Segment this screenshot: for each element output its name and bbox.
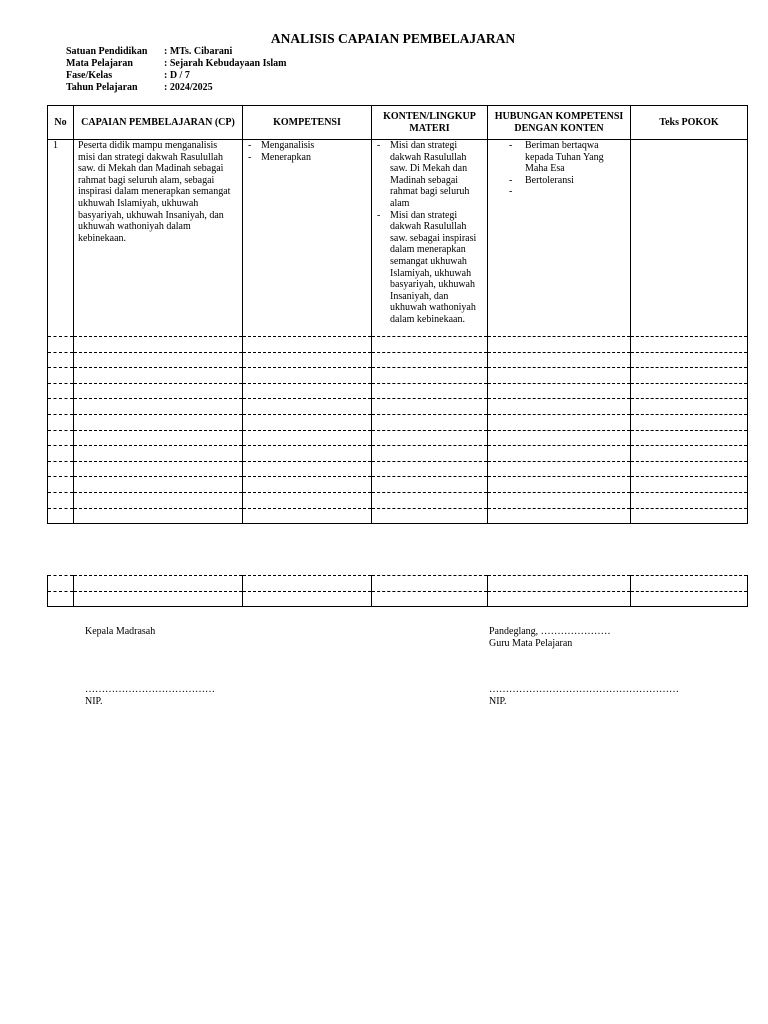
table-row	[48, 399, 748, 415]
info-row-satuan	[66, 46, 287, 58]
table-row	[48, 430, 748, 446]
kompetensi-item: - Menerapkan	[243, 152, 371, 164]
info-label: Fase/Kelas	[66, 70, 113, 81]
place-date: Pandeglang, …………………	[489, 626, 611, 637]
document-info	[66, 46, 287, 94]
info-value: : Sejarah Kebudayaan Islam	[164, 58, 287, 69]
continuation-table	[47, 575, 748, 607]
table-row	[48, 140, 748, 337]
table-row	[48, 368, 748, 384]
table-row	[48, 337, 748, 353]
teks-pokok-cell	[631, 140, 748, 337]
header-teks-pokok: Teks POKOK	[631, 106, 748, 140]
row-number: 1	[48, 140, 74, 337]
table-header-row	[48, 106, 748, 140]
info-row-fase	[66, 70, 287, 82]
kompetensi-item: - Menganalisis	[243, 140, 371, 152]
header-cp: CAPAIAN PEMBELAJARAN (CP)	[74, 106, 243, 140]
info-value: : 2024/2025	[164, 82, 213, 93]
info-label: Mata Pelajaran	[66, 58, 133, 69]
analysis-table	[47, 105, 748, 524]
signature-left	[85, 626, 215, 708]
table-row	[48, 383, 748, 399]
table-row	[48, 576, 748, 592]
table-row	[48, 591, 748, 607]
hubungan-item: - Bertoleransi	[488, 175, 630, 187]
header-no: No	[48, 106, 74, 140]
info-row-mapel	[66, 58, 287, 70]
document-title: ANALISIS CAPAIAN PEMBELAJARAN	[270, 31, 516, 46]
konten-cell	[372, 140, 488, 337]
table-row	[48, 461, 748, 477]
table-row	[48, 352, 748, 368]
principal-signature-line: …………………………………	[85, 684, 215, 695]
cp-text: Peserta didik mampu menganalisis misi dan strategi dakwah Rasulullah saw. di Mekah dan Madinah sebagai rahmat bagi seluruh alam, sebagai inspirasi dalam menerapkan semangat ukhuwah Islamiyah, ukhuwah basyariyah, ukhuwah Insaniyah, dan ukhuwah wathoniyah dalam kebinekaan.	[78, 140, 231, 244]
teacher-title: Guru Mata Pelajaran	[489, 638, 573, 649]
cp-cell	[74, 140, 243, 337]
konten-item: - Misi dan strategi dakwah Rasulullah saw. sebagai inspirasi dalam menerapkan semangat ukhuwah Islamiyah, ukhuwah basyariyah, ukhuwah Insaniyah, dan ukhuwah wathoniyah dalam kebinekaan.	[372, 210, 487, 326]
info-value: : MTs. Cibarani	[164, 46, 233, 57]
header-hubungan: HUBUNGAN KOMPETENSI DENGAN KONTEN	[488, 106, 631, 140]
kompetensi-cell	[243, 140, 372, 337]
hubungan-item: - Beriman bertaqwa kepada Tuhan Yang Maha Esa	[488, 140, 630, 175]
principal-nip: NIP.	[85, 696, 103, 707]
principal-title: Kepala Madrasah	[85, 626, 156, 637]
teacher-signature-line: …………………………………………………	[489, 684, 679, 695]
table-row	[48, 492, 748, 508]
signature-right	[489, 626, 679, 708]
info-row-tahun	[66, 82, 287, 94]
info-value: : D / 7	[164, 70, 190, 81]
konten-item: - Misi dan strategi dakwah Rasulullah saw. Di Mekah dan Madinah sebagai rahmat bagi seluruh alam	[372, 140, 487, 210]
info-label: Tahun Pelajaran	[66, 82, 138, 93]
header-kompetensi: KOMPETENSI	[243, 106, 372, 140]
table-row	[48, 477, 748, 493]
info-label: Satuan Pendidikan	[66, 46, 148, 57]
table-row	[48, 414, 748, 430]
table-row	[48, 508, 748, 524]
header-konten: KONTEN/LINGKUP MATERI	[372, 106, 488, 140]
teacher-nip: NIP.	[489, 696, 507, 707]
hubungan-cell	[488, 140, 631, 337]
table-row	[48, 446, 748, 462]
